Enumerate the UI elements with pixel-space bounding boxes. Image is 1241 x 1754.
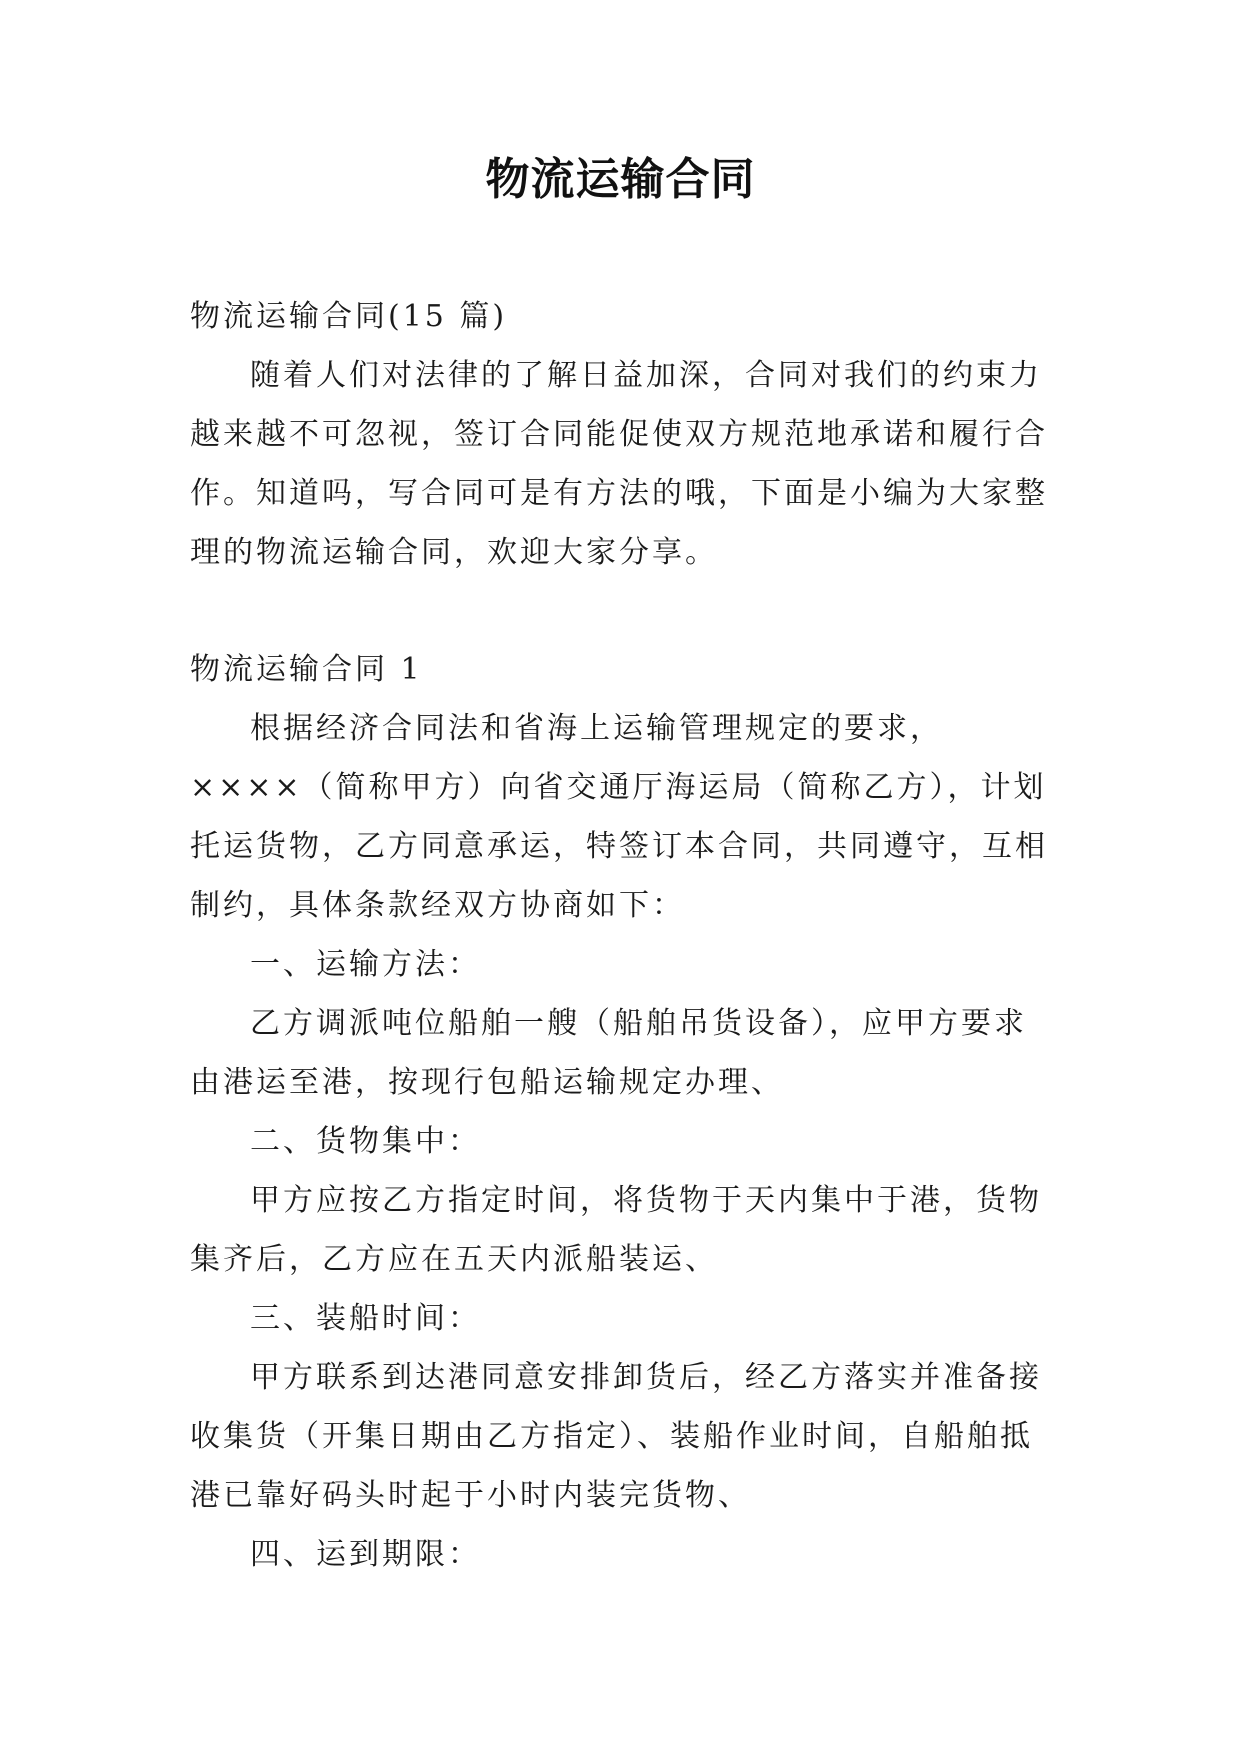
clause-body: 乙方调派吨位船舶一艘（船舶吊货设备），应甲方要求由港运至港，按现行包船运输规定办理、 [190,1006,1027,1100]
clause-heading: 二、货物集中： [250,1124,481,1159]
section-heading: 物流运输合同 1 [190,652,423,687]
clause-heading: 三、装船时间： [250,1301,481,1336]
clause-body: 甲方应按乙方指定时间，将货物于天内集中于港，货物集齐后，乙方应在五天内派船装运、 [190,1183,1042,1277]
section-preamble: 根据经济合同法和省海上运输管理规定的要求，××××（简称甲方）向省交通厅海运局（简称乙方），计划托运货物，乙方同意承运，特签订本合同，共同遵守，互相制约，具体条款经双方协商如下： [190,711,1048,923]
clause-heading: 一、运输方法： [250,947,481,982]
intro-paragraph: 随着人们对法律的了解日益加深，合同对我们的约束力越来越不可忽视，签订合同能促使双方规范地承诺和履行合作。知道吗，写合同可是有方法的哦，下面是小编为大家整理的物流运输合同，欢迎大家分享。 [190,358,1048,570]
document-title: 物流运输合同 [485,154,756,205]
clause-heading: 四、运到期限： [250,1537,481,1572]
paragraph-spacer [190,582,1052,640]
subtitle: 物流运输合同(15 篇) [190,299,508,334]
clause-body: 甲方联系到达港同意安排卸货后，经乙方落实并准备接收集货（开集日期由乙方指定）、装船作业时间，自船舶抵港已靠好码头时起于小时内装完货物、 [190,1360,1042,1513]
document-body [190,287,1052,1584]
